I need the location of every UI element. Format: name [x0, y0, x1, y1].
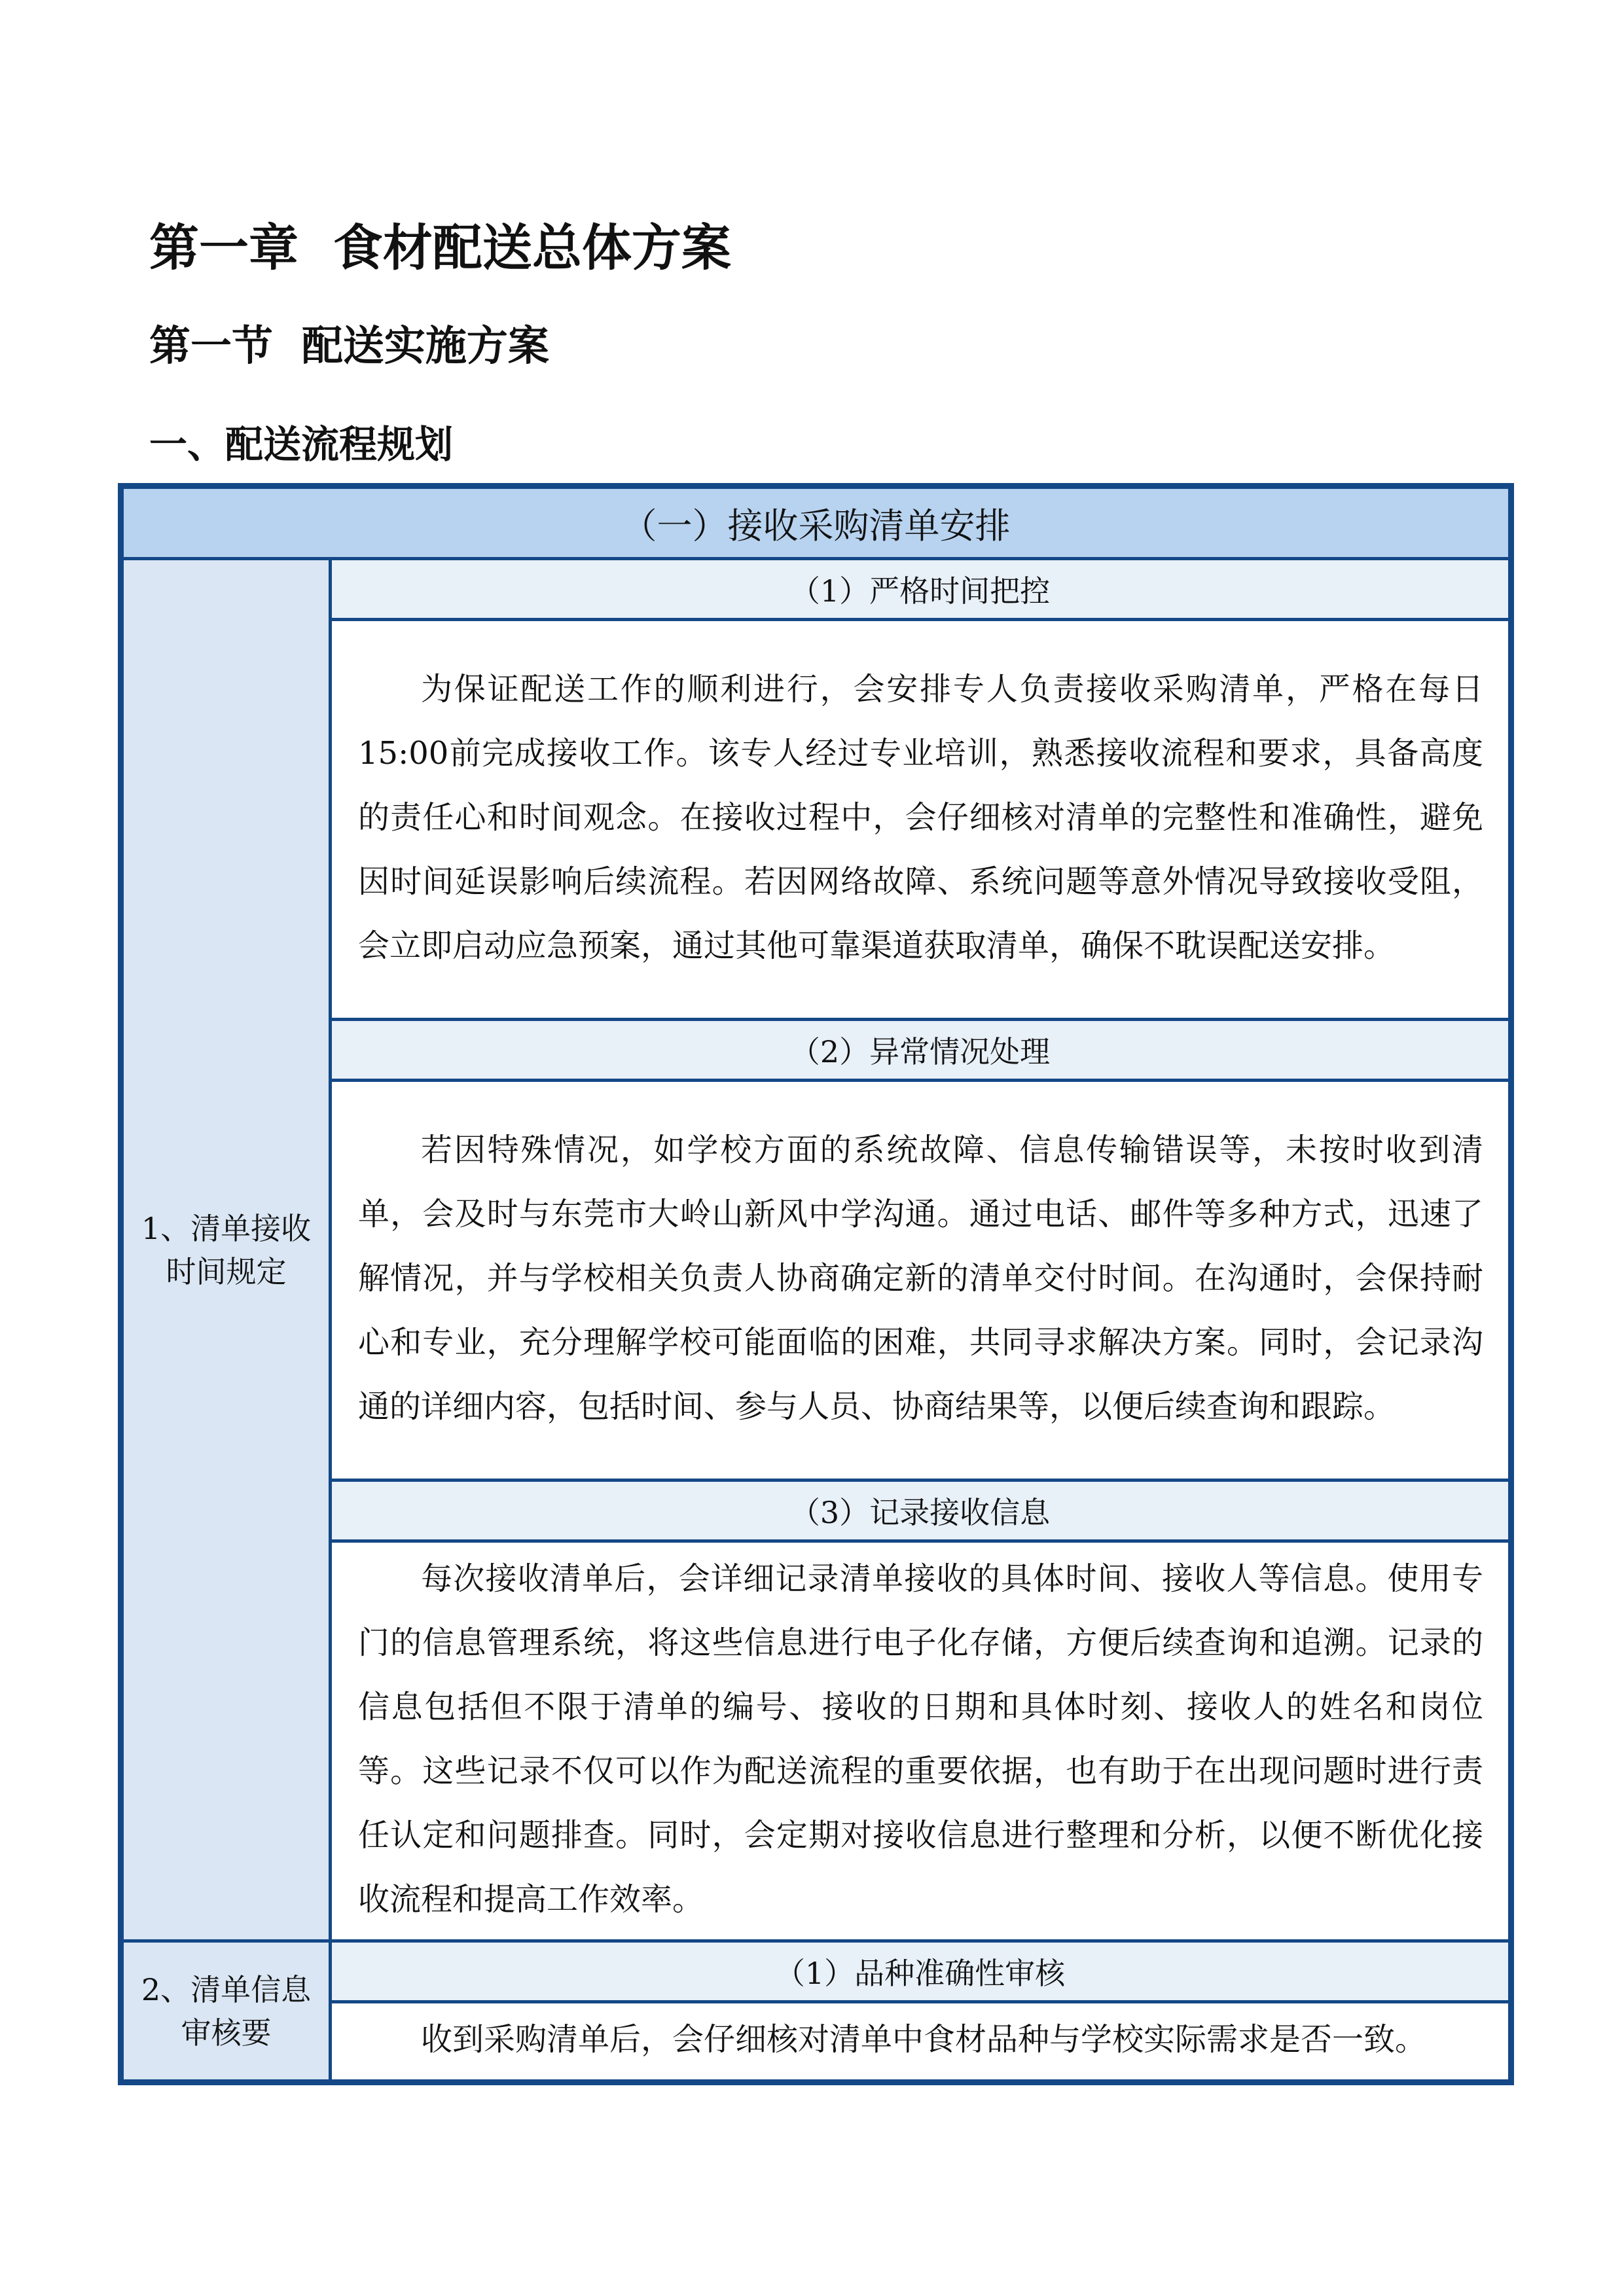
item-text: 收到采购清单后，会仔细核对清单中食材品种与学校实际需求是否一致。: [331, 2002, 1511, 2083]
table-title: （一）接收采购清单安排: [121, 486, 1511, 559]
delivery-plan-table: [118, 483, 1514, 2085]
item-title: （2）异常情况处理: [331, 1020, 1511, 1081]
section-heading: 第一节 配送实施方案: [149, 321, 549, 370]
chapter-heading: 第一章 食材配送总体方案: [149, 219, 731, 277]
item-title: （3）记录接收信息: [331, 1480, 1511, 1541]
item-text: 若因特殊情况，如学校方面的系统故障、信息传输错误等，未按时收到清单，会及时与东莞市大岭山新风中学沟通。通过电话、邮件等多种方式，迅速了解情况，并与学校相关负责人协商确定新的清单交付时间。在沟通时，会保持耐心和专业，充分理解学校可能面临的困难，共同寻求解决方案。同时，会记录沟通的详细内容，包括时间、参与人员、协商结果等，以便后续查询和跟踪。: [331, 1081, 1511, 1480]
item-title: （1）品种准确性审核: [331, 1941, 1511, 2002]
item-text: 为保证配送工作的顺利进行，会安排专人负责接收采购清单，严格在每日15:00前完成接收工作。该专人经过专业培训，熟悉接收流程和要求，具备高度的责任心和时间观念。在接收过程中，会仔细核对清单的完整性和准确性，避免因时间延误影响后续流程。若因网络故障、系统问题等意外情况导致接收受阻，会立即启动应急预案，通过其他可靠渠道获取清单，确保不耽误配送安排。: [331, 620, 1511, 1020]
item-title: （1）严格时间把控: [331, 559, 1511, 620]
group-label: 2、清单信息审核要: [121, 1941, 331, 2083]
subsection-heading: 一、配送流程规划: [149, 422, 454, 467]
group-label: 1、清单接收时间规定: [121, 559, 331, 1941]
item-text: 每次接收清单后，会详细记录清单接收的具体时间、接收人等信息。使用专门的信息管理系统，将这些信息进行电子化存储，方便后续查询和追溯。记录的信息包括但不限于清单的编号、接收的日期和具体时刻、接收人的姓名和岗位等。这些记录不仅可以作为配送流程的重要依据，也有助于在出现问题时进行责任认定和问题排查。同时，会定期对接收信息进行整理和分析，以便不断优化接收流程和提高工作效率。: [331, 1541, 1511, 1941]
